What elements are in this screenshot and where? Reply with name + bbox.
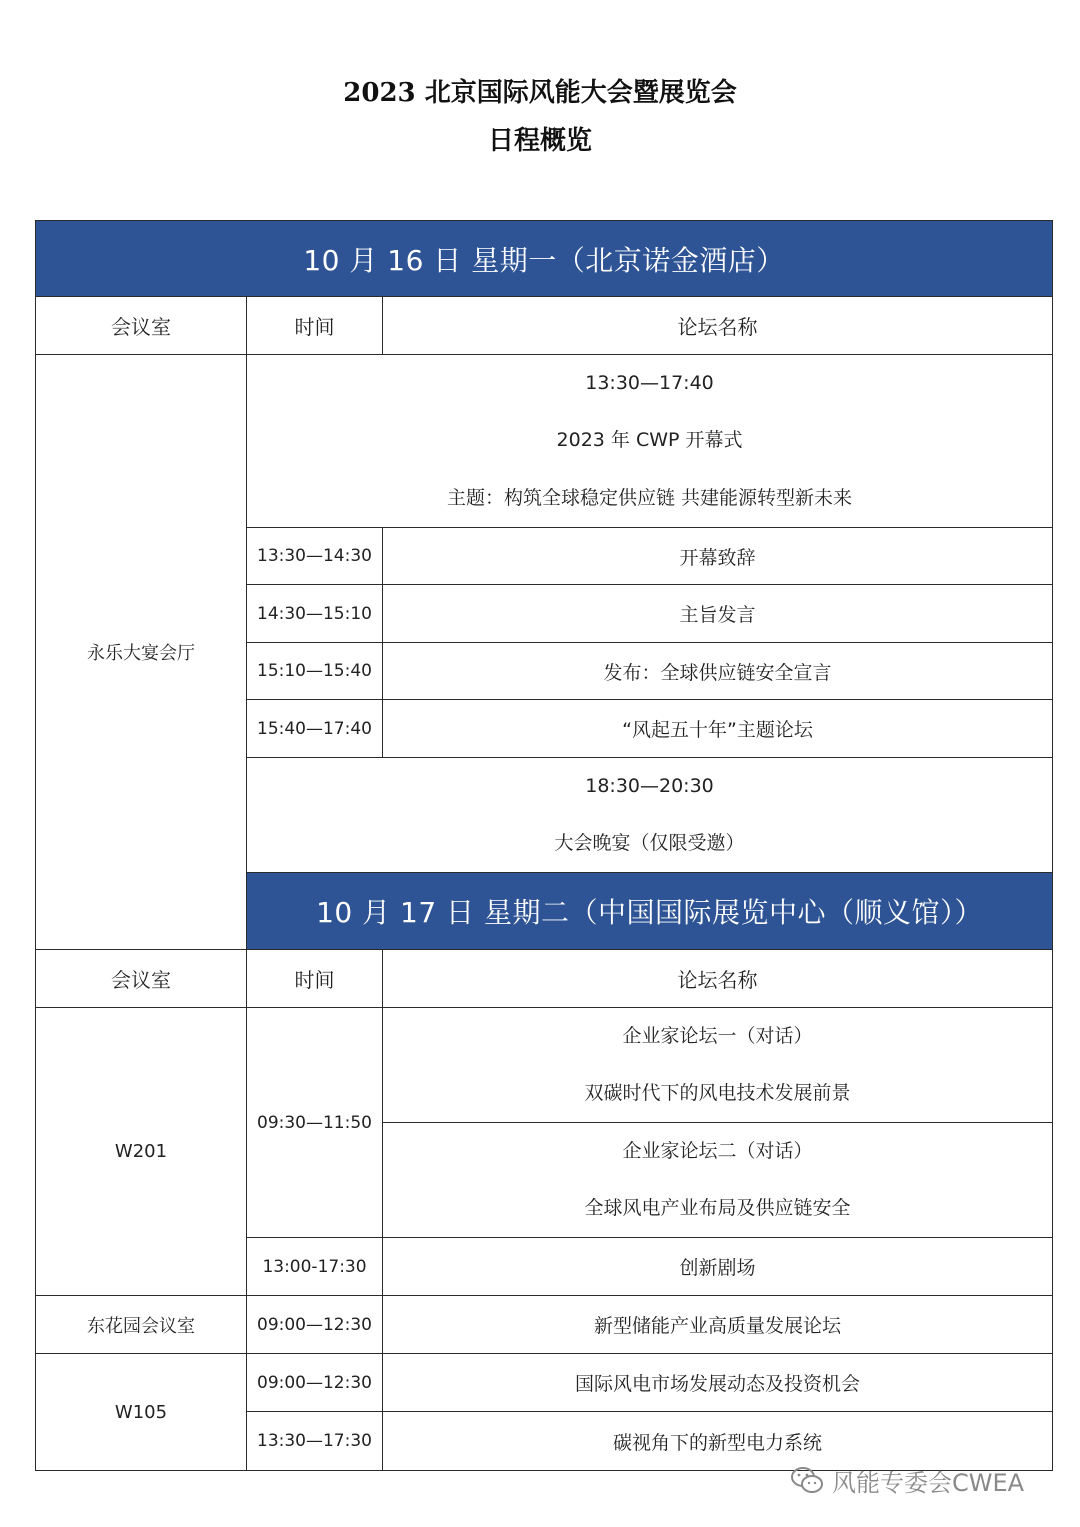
watermark	[790, 1462, 1024, 1498]
day1-banner-row	[36, 221, 1053, 297]
table-row	[36, 1008, 1053, 1123]
day2-header-row	[36, 950, 1053, 1008]
day1-header-row	[36, 297, 1053, 355]
header-forum: 论坛名称	[383, 297, 1053, 355]
header-room: 会议室	[36, 950, 247, 1008]
document-title: 2023 北京国际风能大会暨展览会	[343, 78, 737, 108]
session-time: 15:10—15:40	[247, 643, 383, 700]
header-room: 会议室	[36, 297, 247, 355]
session-time: 13:30—17:30	[247, 1412, 383, 1471]
session-name: 发布：全球供应链安全宣言	[383, 643, 1053, 700]
session-name: 新型储能产业高质量发展论坛	[383, 1296, 1053, 1354]
session-name: 开幕致辞	[383, 528, 1053, 585]
session-name: 国际风电市场发展动态及投资机会	[383, 1354, 1053, 1412]
opening-time: 13:30—17:40	[585, 372, 714, 395]
forum-cell	[383, 1123, 1053, 1238]
table-row	[36, 1296, 1053, 1354]
banquet-cell	[247, 758, 1053, 873]
forum-title: 企业家论坛二（对话）	[622, 1140, 813, 1162]
session-time: 09:30—11:50	[247, 1008, 383, 1238]
wechat-icon	[790, 1465, 824, 1495]
room-cell: 东花园会议室	[36, 1296, 247, 1354]
forum-topic: 全球风电产业布局及供应链安全	[584, 1197, 851, 1219]
session-time: 09:00—12:30	[247, 1354, 383, 1412]
forum-cell	[383, 1008, 1053, 1123]
watermark-text: 风能专委会CWEA	[832, 1468, 1025, 1497]
session-name: 创新剧场	[383, 1238, 1053, 1296]
opening-name: 2023 年 CWP 开幕式	[556, 429, 743, 452]
session-name: 碳视角下的新型电力系统	[383, 1412, 1053, 1471]
session-time: 14:30—15:10	[247, 585, 383, 643]
forum-topic: 双碳时代下的风电技术发展前景	[584, 1082, 851, 1104]
table-row	[36, 355, 1053, 528]
day2-banner: 10 月 17 日 星期二（中国国际展览中心（顺义馆））	[247, 873, 1053, 950]
header-time: 时间	[247, 297, 383, 355]
header-forum: 论坛名称	[383, 950, 1053, 1008]
session-name: 主旨发言	[383, 585, 1053, 643]
room-cell: W201	[36, 1008, 247, 1296]
document-subtitle: 日程概览	[487, 126, 592, 156]
banquet-time: 18:30—20:30	[585, 775, 714, 797]
session-time: 13:30—14:30	[247, 528, 383, 585]
day1-banner: 10 月 16 日 星期一（北京诺金酒店）	[36, 221, 1053, 297]
session-time: 09:00—12:30	[247, 1296, 383, 1354]
opening-ceremony-cell	[247, 355, 1053, 528]
session-time: 15:40—17:40	[247, 700, 383, 758]
banquet-name: 大会晚宴（仅限受邀）	[554, 832, 745, 854]
forum-title: 企业家论坛一（对话）	[622, 1025, 813, 1047]
session-time: 13:00-17:30	[247, 1238, 383, 1296]
opening-theme: 主题：构筑全球稳定供应链 共建能源转型新未来	[446, 486, 853, 509]
header-time: 时间	[247, 950, 383, 1008]
session-name: “风起五十年”主题论坛	[383, 700, 1053, 758]
schedule-table	[35, 220, 1053, 1471]
room-cell: 永乐大宴会厅	[36, 355, 247, 950]
table-row	[36, 1354, 1053, 1412]
room-cell: W105	[36, 1354, 247, 1471]
